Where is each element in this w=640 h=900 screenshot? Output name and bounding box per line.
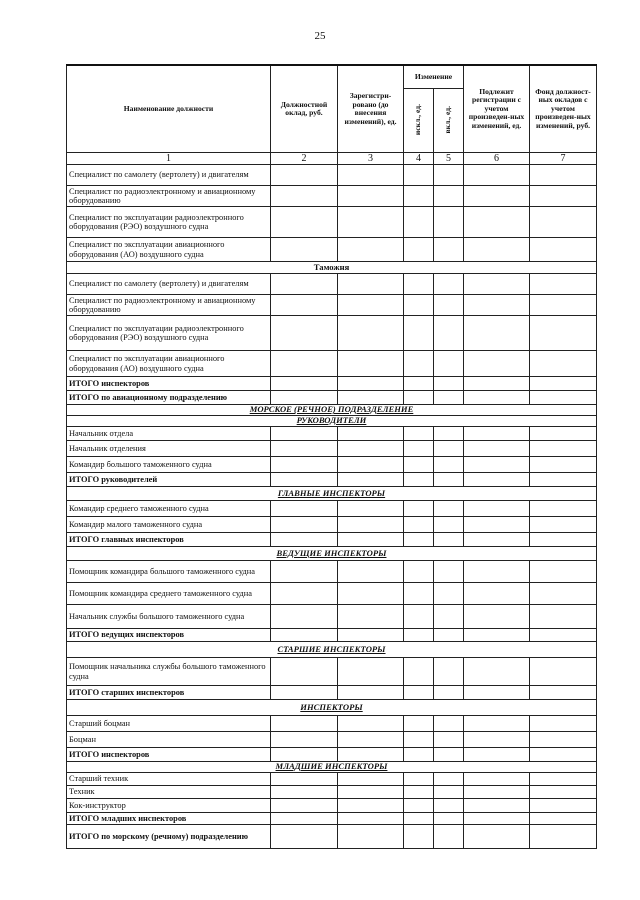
table-cell-col7 — [530, 186, 597, 207]
table-cell-col5 — [434, 813, 464, 825]
table-cell-col6 — [464, 274, 530, 295]
table-cell-col3 — [338, 441, 404, 457]
table-cell-col3 — [338, 786, 404, 799]
table-cell-col6 — [464, 629, 530, 642]
table-body — [67, 165, 597, 849]
position-name: Командир большого таможенного судна — [67, 457, 271, 473]
table-cell-col4 — [404, 295, 434, 316]
table-cell-col6 — [464, 295, 530, 316]
table-cell-col7 — [530, 165, 597, 186]
position-name: Специалист по радиоэлектронному и авиационному оборудованию — [67, 186, 271, 207]
section-title: МОРСКОЕ (РЕЧНОЕ) ПОДРАЗДЕЛЕНИЕ — [67, 405, 597, 416]
table-cell-col4 — [404, 629, 434, 642]
table-cell-col2 — [271, 583, 338, 605]
table-cell-col2 — [271, 658, 338, 686]
table-row — [67, 605, 597, 629]
table-cell-col2 — [271, 441, 338, 457]
header-registered: Зарегистри-ровано (до внесения изменений), ед. — [338, 65, 404, 153]
total-row — [67, 825, 597, 849]
table-cell-col4 — [404, 473, 434, 487]
table-cell-col2 — [271, 295, 338, 316]
table-header — [67, 65, 597, 165]
table-cell-col4 — [404, 427, 434, 441]
total-label: ИТОГО ведущих инспекторов — [67, 629, 271, 642]
table-cell-col5 — [434, 351, 464, 377]
table-cell-col7 — [530, 501, 597, 517]
table-cell-col5 — [434, 238, 464, 262]
table-cell-col3 — [338, 517, 404, 533]
table-row — [67, 799, 597, 813]
table-cell-col6 — [464, 238, 530, 262]
table-cell-col2 — [271, 457, 338, 473]
table-row — [67, 207, 597, 238]
table-cell-col3 — [338, 274, 404, 295]
total-label: ИТОГО инспекторов — [67, 748, 271, 762]
table-cell-col7 — [530, 427, 597, 441]
table-cell-col5 — [434, 207, 464, 238]
table-cell-col2 — [271, 813, 338, 825]
table-cell-col3 — [338, 773, 404, 786]
table-cell-col7 — [530, 391, 597, 405]
table-cell-col4 — [404, 748, 434, 762]
table-cell-col4 — [404, 165, 434, 186]
table-cell-col5 — [434, 441, 464, 457]
table-cell-col7 — [530, 825, 597, 849]
table-cell-col3 — [338, 561, 404, 583]
position-name: Начальник службы большого таможенного судна — [67, 605, 271, 629]
table-cell-col5 — [434, 533, 464, 547]
total-row — [67, 391, 597, 405]
table-cell-col4 — [404, 316, 434, 351]
table-cell-col3 — [338, 238, 404, 262]
section-title: ВЕДУЩИЕ ИНСПЕКТОРЫ — [67, 547, 597, 561]
table-cell-col2 — [271, 377, 338, 391]
table-cell-col2 — [271, 473, 338, 487]
position-name: Боцман — [67, 732, 271, 748]
table-cell-col7 — [530, 207, 597, 238]
table-cell-col7 — [530, 377, 597, 391]
table-cell-col6 — [464, 533, 530, 547]
table-cell-col3 — [338, 501, 404, 517]
table-cell-col3 — [338, 186, 404, 207]
section-header-row — [67, 642, 597, 658]
column-number: 6 — [464, 153, 530, 165]
table-row — [67, 186, 597, 207]
position-name: Техник — [67, 786, 271, 799]
table-cell-col2 — [271, 825, 338, 849]
table-cell-col7 — [530, 732, 597, 748]
position-name: Помощник начальника службы большого таможенного судна — [67, 658, 271, 686]
table-cell-col4 — [404, 605, 434, 629]
table-cell-col3 — [338, 207, 404, 238]
table-row — [67, 517, 597, 533]
table-cell-col5 — [434, 825, 464, 849]
table-cell-col7 — [530, 351, 597, 377]
table-cell-col2 — [271, 501, 338, 517]
column-number: 4 — [404, 153, 434, 165]
table-cell-col3 — [338, 473, 404, 487]
section-header-row — [67, 405, 597, 416]
table-row — [67, 732, 597, 748]
table-cell-col5 — [434, 605, 464, 629]
header-to-register: Подлежит регистрации с учетом произведен-ных изменений, ед. — [464, 65, 530, 153]
table-cell-col3 — [338, 748, 404, 762]
table-cell-col3 — [338, 427, 404, 441]
table-cell-col6 — [464, 825, 530, 849]
table-cell-col7 — [530, 773, 597, 786]
table-cell-col5 — [434, 716, 464, 732]
table-cell-col5 — [434, 517, 464, 533]
table-cell-col6 — [464, 457, 530, 473]
section-header-row — [67, 487, 597, 501]
table-cell-col7 — [530, 274, 597, 295]
table-cell-col4 — [404, 813, 434, 825]
header-included-label: вкл., ед. — [443, 105, 453, 133]
total-label: ИТОГО по морскому (речному) подразделению — [67, 825, 271, 849]
table-cell-col4 — [404, 686, 434, 700]
table-cell-col3 — [338, 825, 404, 849]
table-cell-col7 — [530, 605, 597, 629]
table-cell-col5 — [434, 686, 464, 700]
table-cell-col3 — [338, 391, 404, 405]
table-cell-col7 — [530, 517, 597, 533]
table-cell-col6 — [464, 658, 530, 686]
table-cell-col6 — [464, 517, 530, 533]
section-title: РУКОВОДИТЕЛИ — [67, 416, 597, 427]
table-cell-col4 — [404, 391, 434, 405]
table-row — [67, 773, 597, 786]
table-cell-col5 — [434, 786, 464, 799]
table-cell-col4 — [404, 773, 434, 786]
table-cell-col2 — [271, 316, 338, 351]
table-cell-col6 — [464, 561, 530, 583]
table-cell-col2 — [271, 186, 338, 207]
table-cell-col2 — [271, 427, 338, 441]
table-cell-col6 — [464, 786, 530, 799]
table-cell-col6 — [464, 773, 530, 786]
table-row — [67, 786, 597, 799]
position-name: Специалист по эксплуатации авиационного оборудования (АО) воздушного судна — [67, 351, 271, 377]
total-label: ИТОГО руководителей — [67, 473, 271, 487]
table-cell-col5 — [434, 316, 464, 351]
table-cell-col5 — [434, 391, 464, 405]
table-cell-col5 — [434, 457, 464, 473]
header-change: Изменение — [404, 65, 464, 89]
table-cell-col6 — [464, 441, 530, 457]
column-number: 7 — [530, 153, 597, 165]
header-salary-fund: Фонд должност-ных окладов с учетом произведен-ных изменений, руб. — [530, 65, 597, 153]
total-row — [67, 533, 597, 547]
table-cell-col6 — [464, 351, 530, 377]
table-cell-col3 — [338, 629, 404, 642]
section-title: Таможня — [67, 262, 597, 274]
table-cell-col6 — [464, 748, 530, 762]
table-cell-col7 — [530, 686, 597, 700]
table-row — [67, 316, 597, 351]
table-cell-col6 — [464, 501, 530, 517]
table-row — [67, 238, 597, 262]
position-name: Старший боцман — [67, 716, 271, 732]
table-cell-col6 — [464, 186, 530, 207]
table-cell-col2 — [271, 207, 338, 238]
table-cell-col7 — [530, 786, 597, 799]
table-cell-col5 — [434, 427, 464, 441]
table-cell-col4 — [404, 517, 434, 533]
table-cell-col7 — [530, 658, 597, 686]
section-title: МЛАДШИЕ ИНСПЕКТОРЫ — [67, 762, 597, 773]
total-label: ИТОГО главных инспекторов — [67, 533, 271, 547]
table-row — [67, 716, 597, 732]
column-number: 3 — [338, 153, 404, 165]
table-row — [67, 295, 597, 316]
table-cell-col3 — [338, 732, 404, 748]
table-row — [67, 457, 597, 473]
table-cell-col3 — [338, 605, 404, 629]
table-cell-col2 — [271, 716, 338, 732]
table-cell-col4 — [404, 533, 434, 547]
table-cell-col7 — [530, 799, 597, 813]
total-row — [67, 686, 597, 700]
table-cell-col2 — [271, 165, 338, 186]
position-name: Начальник отделения — [67, 441, 271, 457]
table-cell-col5 — [434, 274, 464, 295]
section-header-row — [67, 700, 597, 716]
table-cell-col5 — [434, 165, 464, 186]
table-cell-col2 — [271, 773, 338, 786]
table-cell-col3 — [338, 583, 404, 605]
table-cell-col3 — [338, 813, 404, 825]
table-cell-col4 — [404, 441, 434, 457]
table-cell-col3 — [338, 658, 404, 686]
table-cell-col6 — [464, 207, 530, 238]
header-excluded-label: искл., ед. — [413, 103, 423, 135]
table-cell-col5 — [434, 501, 464, 517]
table-row — [67, 658, 597, 686]
section-header-row — [67, 547, 597, 561]
table-row — [67, 351, 597, 377]
table-cell-col4 — [404, 186, 434, 207]
table-cell-col6 — [464, 716, 530, 732]
table-cell-col6 — [464, 377, 530, 391]
table-cell-col4 — [404, 658, 434, 686]
table-cell-col3 — [338, 799, 404, 813]
table-cell-col5 — [434, 583, 464, 605]
section-title: ИНСПЕКТОРЫ — [67, 700, 597, 716]
table-cell-col7 — [530, 813, 597, 825]
table-cell-col4 — [404, 207, 434, 238]
section-header-row — [67, 262, 597, 274]
table-cell-col7 — [530, 533, 597, 547]
table-cell-col2 — [271, 274, 338, 295]
table-cell-col6 — [464, 316, 530, 351]
column-number: 1 — [67, 153, 271, 165]
table-cell-col2 — [271, 238, 338, 262]
section-title: СТАРШИЕ ИНСПЕКТОРЫ — [67, 642, 597, 658]
header-salary: Должностной оклад, руб. — [271, 65, 338, 153]
table-row — [67, 427, 597, 441]
table-cell-col2 — [271, 351, 338, 377]
position-name: Специалист по самолету (вертолету) и двигателям — [67, 165, 271, 186]
table-cell-col5 — [434, 629, 464, 642]
section-header-row — [67, 762, 597, 773]
table-cell-col4 — [404, 583, 434, 605]
column-number: 2 — [271, 153, 338, 165]
table-cell-col5 — [434, 799, 464, 813]
table-cell-col7 — [530, 316, 597, 351]
header-excluded — [404, 89, 434, 153]
table-cell-col7 — [530, 629, 597, 642]
position-name: Кок-инструктор — [67, 799, 271, 813]
table-cell-col4 — [404, 732, 434, 748]
table-cell-col7 — [530, 295, 597, 316]
position-name: Помощник командира большого таможенного судна — [67, 561, 271, 583]
table-cell-col5 — [434, 748, 464, 762]
table-cell-col6 — [464, 583, 530, 605]
table-row — [67, 583, 597, 605]
table-cell-col5 — [434, 186, 464, 207]
total-row — [67, 813, 597, 825]
table-cell-col6 — [464, 473, 530, 487]
table-cell-col4 — [404, 501, 434, 517]
section-header-row — [67, 416, 597, 427]
position-name: Старший техник — [67, 773, 271, 786]
table-cell-col2 — [271, 799, 338, 813]
table-row — [67, 441, 597, 457]
table-cell-col2 — [271, 686, 338, 700]
table-cell-col3 — [338, 457, 404, 473]
table-cell-col3 — [338, 533, 404, 547]
table-cell-col2 — [271, 517, 338, 533]
position-name: Помощник командира среднего таможенного судна — [67, 583, 271, 605]
table-cell-col4 — [404, 786, 434, 799]
table-cell-col4 — [404, 799, 434, 813]
table-cell-col3 — [338, 165, 404, 186]
table-cell-col2 — [271, 732, 338, 748]
table-cell-col5 — [434, 773, 464, 786]
table-cell-col2 — [271, 391, 338, 405]
table-cell-col6 — [464, 686, 530, 700]
page-number: 25 — [314, 30, 326, 42]
table-row — [67, 561, 597, 583]
total-row — [67, 748, 597, 762]
table-cell-col7 — [530, 441, 597, 457]
total-label: ИТОГО по авиационному подразделению — [67, 391, 271, 405]
table-cell-col5 — [434, 561, 464, 583]
total-row — [67, 629, 597, 642]
table-cell-col6 — [464, 165, 530, 186]
table-cell-col3 — [338, 295, 404, 316]
table-cell-col4 — [404, 377, 434, 391]
column-number: 5 — [434, 153, 464, 165]
table-cell-col2 — [271, 605, 338, 629]
position-name: Специалист по эксплуатации радиоэлектронного оборудования (РЭО) воздушного судна — [67, 316, 271, 351]
table-cell-col2 — [271, 629, 338, 642]
table-cell-col7 — [530, 748, 597, 762]
table-cell-col4 — [404, 716, 434, 732]
total-row — [67, 377, 597, 391]
table-cell-col4 — [404, 457, 434, 473]
table-cell-col7 — [530, 561, 597, 583]
table-cell-col3 — [338, 716, 404, 732]
position-name: Начальник отдела — [67, 427, 271, 441]
table-cell-col3 — [338, 351, 404, 377]
table-row — [67, 274, 597, 295]
position-name: Специалист по эксплуатации авиационного оборудования (АО) воздушного судна — [67, 238, 271, 262]
table-row — [67, 165, 597, 186]
position-name: Специалист по радиоэлектронному и авиационному оборудованию — [67, 295, 271, 316]
table-cell-col5 — [434, 473, 464, 487]
table-cell-col6 — [464, 813, 530, 825]
position-name: Специалист по эксплуатации радиоэлектронного оборудования (РЭО) воздушного судна — [67, 207, 271, 238]
table-cell-col4 — [404, 825, 434, 849]
table-cell-col4 — [404, 561, 434, 583]
position-name: Командир малого таможенного судна — [67, 517, 271, 533]
header-included — [434, 89, 464, 153]
table-cell-col7 — [530, 457, 597, 473]
table-cell-col7 — [530, 716, 597, 732]
table-cell-col2 — [271, 561, 338, 583]
table-cell-col6 — [464, 799, 530, 813]
table-cell-col3 — [338, 377, 404, 391]
table-cell-col4 — [404, 274, 434, 295]
table-cell-col5 — [434, 658, 464, 686]
section-title: ГЛАВНЫЕ ИНСПЕКТОРЫ — [67, 487, 597, 501]
total-row — [67, 473, 597, 487]
table-cell-col6 — [464, 391, 530, 405]
position-name: Командир среднего таможенного судна — [67, 501, 271, 517]
table-cell-col7 — [530, 473, 597, 487]
table-cell-col6 — [464, 427, 530, 441]
table-cell-col4 — [404, 238, 434, 262]
table-cell-col2 — [271, 786, 338, 799]
total-label: ИТОГО старших инспекторов — [67, 686, 271, 700]
total-label: ИТОГО младших инспекторов — [67, 813, 271, 825]
total-label: ИТОГО инспекторов — [67, 377, 271, 391]
header-position-name: Наименование должности — [67, 65, 271, 153]
table-cell-col2 — [271, 533, 338, 547]
table-cell-col6 — [464, 605, 530, 629]
table-cell-col6 — [464, 732, 530, 748]
table-cell-col7 — [530, 238, 597, 262]
table-cell-col3 — [338, 316, 404, 351]
table-cell-col5 — [434, 732, 464, 748]
table-cell-col3 — [338, 686, 404, 700]
staffing-table — [66, 64, 597, 849]
table-cell-col4 — [404, 351, 434, 377]
table-cell-col5 — [434, 295, 464, 316]
table-cell-col7 — [530, 583, 597, 605]
position-name: Специалист по самолету (вертолету) и двигателям — [67, 274, 271, 295]
table-cell-col5 — [434, 377, 464, 391]
table-row — [67, 501, 597, 517]
table-cell-col2 — [271, 748, 338, 762]
